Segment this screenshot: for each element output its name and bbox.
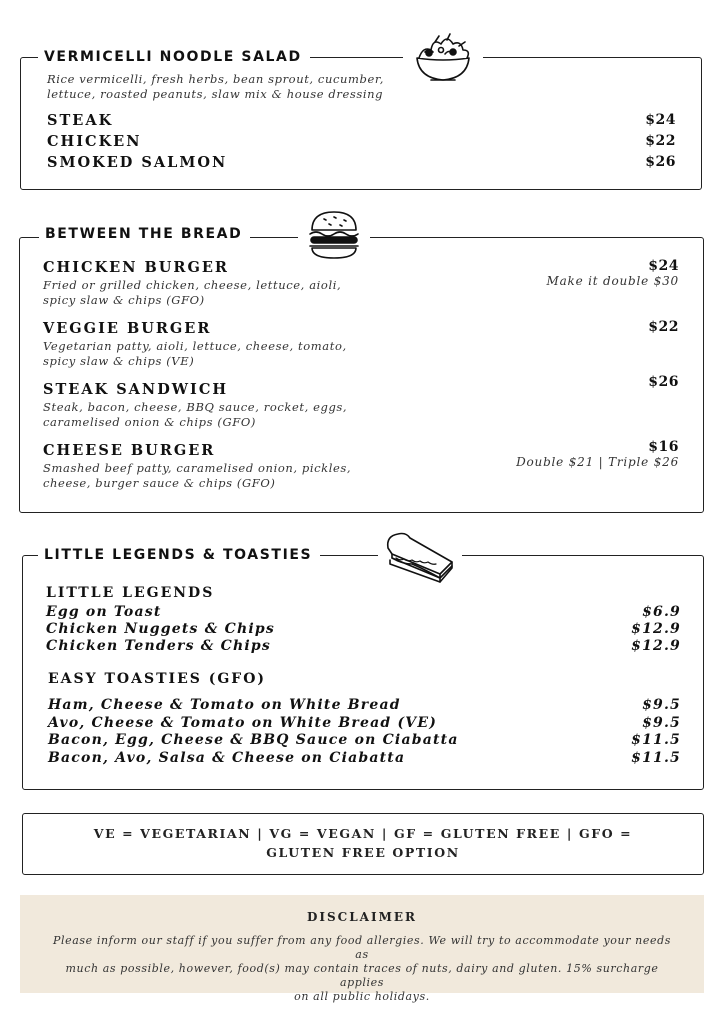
item-name: VEGGIE BURGER <box>43 320 212 337</box>
list-item-name: Ham, Cheese & Tomato on White Bread <box>48 697 401 713</box>
item-price-extra: Make it double $30 <box>546 274 679 288</box>
item-description-line2: caramelised onion & chips (GFO) <box>43 415 256 429</box>
list-item-name: Bacon, Egg, Cheese & BBQ Sauce on Ciabatta <box>48 732 459 748</box>
option-price: $22 <box>645 133 676 149</box>
bread-item <box>43 374 679 430</box>
item-description-line1: Vegetarian patty, aioli, lettuce, cheese, tomato, <box>43 339 347 353</box>
option-name: STEAK <box>47 112 114 129</box>
list-item-name: Egg on Toast <box>46 604 162 620</box>
little-title: LITTLE LEGENDS & TOASTIES <box>38 545 320 565</box>
vermicelli-option <box>47 110 676 131</box>
disclaimer-line1: Please inform our staff if you suffer from any food allergies. We will try to accommodate your needs as <box>53 934 671 961</box>
item-name: CHICKEN BURGER <box>43 259 229 276</box>
toasties-list <box>48 697 681 769</box>
list-item <box>46 621 681 638</box>
legend-line2: GLUTEN FREE OPTION <box>266 845 460 860</box>
dietary-legend <box>22 813 704 875</box>
bread-item <box>43 441 679 491</box>
toastie-sandwich-icon <box>378 528 462 584</box>
list-item <box>48 715 681 732</box>
toasties-heading: EASY TOASTIES (GFO) <box>48 671 267 687</box>
burger-icon <box>298 206 370 262</box>
legend-line1: VE = VEGETARIAN | VG = VEGAN | GF = GLUTEN FREE | GFO = <box>93 826 633 841</box>
list-item-price: $11.5 <box>631 749 681 766</box>
list-item-name: Bacon, Avo, Salsa & Cheese on Ciabatta <box>48 749 406 766</box>
item-description-line1: Steak, bacon, cheese, BBQ sauce, rocket, eggs, <box>43 400 348 414</box>
list-item-name: Chicken Nuggets & Chips <box>46 621 275 637</box>
option-price: $26 <box>645 154 676 170</box>
list-item <box>48 750 681 767</box>
item-price: $24 <box>648 258 679 274</box>
disclaimer-title: DISCLAIMER <box>307 910 417 924</box>
list-item <box>46 638 681 655</box>
item-description-line2: spicy slaw & chips (GFO) <box>43 293 205 307</box>
item-description-line2: cheese, burger sauce & chips (GFO) <box>43 476 276 490</box>
vermicelli-title: VERMICELLI NOODLE SALAD <box>38 47 310 67</box>
list-item-price: $12.9 <box>631 621 681 637</box>
bread-title: BETWEEN THE BREAD <box>39 224 250 244</box>
little-legends-heading: LITTLE LEGENDS <box>46 585 215 601</box>
list-item-price: $9.5 <box>642 714 681 731</box>
disclaimer-line2: much as possible, however, food(s) may contain traces of nuts, dairy and gluten. 15% surcharge applies <box>65 962 659 989</box>
item-description-line1: Smashed beef patty, caramelised onion, pickles, <box>43 461 352 475</box>
list-item-name: Avo, Cheese & Tomato on White Bread (VE) <box>48 714 438 731</box>
salad-bowl-icon <box>403 28 483 84</box>
little-legends-list <box>46 604 681 660</box>
disclaimer-body <box>52 934 672 1004</box>
list-item-price: $12.9 <box>631 638 681 654</box>
list-item-price: $6.9 <box>642 604 681 620</box>
disclaimer-panel <box>20 895 704 1003</box>
vermicelli-description-line2: lettuce, roasted peanuts, slaw mix & house dressing <box>47 87 384 101</box>
item-name: STEAK SANDWICH <box>43 381 229 398</box>
list-item <box>46 604 681 621</box>
item-price: $26 <box>648 374 679 390</box>
list-item-name: Chicken Tenders & Chips <box>46 638 271 654</box>
list-item <box>48 732 681 749</box>
list-item-price: $11.5 <box>631 732 681 748</box>
bread-item <box>43 258 679 308</box>
item-price-extra: Double $21 | Triple $26 <box>516 455 679 469</box>
list-item-price: $9.5 <box>642 697 681 713</box>
bread-item <box>43 319 679 369</box>
vermicelli-description-line1: Rice vermicelli, fresh herbs, bean sprout, cucumber, <box>47 72 384 86</box>
item-description-line2: spicy slaw & chips (VE) <box>43 354 195 368</box>
list-item <box>48 697 681 714</box>
option-name: SMOKED SALMON <box>47 154 228 171</box>
option-name: CHICKEN <box>47 133 142 150</box>
disclaimer-line3: on all public holidays. <box>294 990 430 1003</box>
item-price: $22 <box>648 319 679 335</box>
item-description-line1: Fried or grilled chicken, cheese, lettuce, aioli, <box>43 278 342 292</box>
item-price: $16 <box>648 439 679 455</box>
vermicelli-option <box>47 152 676 173</box>
item-name: CHEESE BURGER <box>43 442 216 459</box>
vermicelli-option <box>47 131 676 152</box>
option-price: $24 <box>645 112 676 128</box>
